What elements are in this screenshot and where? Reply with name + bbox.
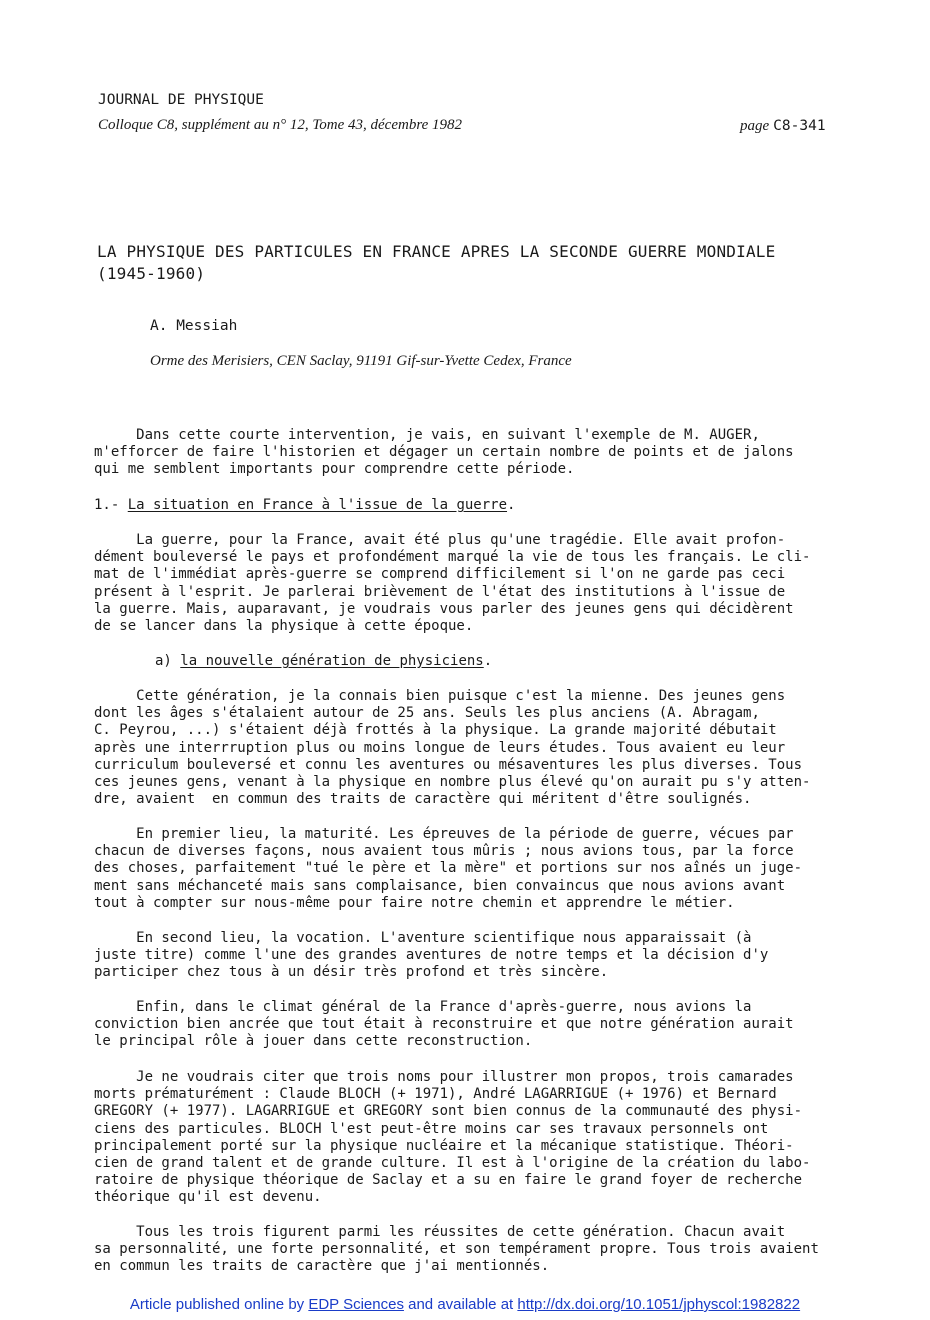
paragraph-5 [94, 999, 854, 1051]
paragraph-6 [94, 1069, 854, 1207]
paragraph-4 [94, 930, 854, 982]
intro-paragraph [94, 427, 854, 479]
publisher-link[interactable]: EDP Sciences [308, 1296, 404, 1313]
text-line: mat de l'immédiat après-guerre se comprend difficilement si l'on ne garde pas ceci [94, 566, 786, 583]
subsection-title: la nouvelle génération de physiciens [180, 653, 484, 669]
article-title-line2: (1945-1960) [97, 264, 206, 283]
text-line: chacun de diverses façons, nous avaient tous mûris ; nous avions tous, par la force [94, 843, 794, 860]
text-line: Dans cette courte intervention, je vais, en suivant l'exemple de M. AUGER, [94, 427, 760, 443]
page-number: C8-341 [773, 118, 826, 134]
text-line: la guerre. Mais, auparavant, je voudrais vous parler des jeunes gens qui décidèrent [94, 600, 794, 617]
text-line: La guerre, pour la France, avait été plus qu'une tragédie. Elle avait profon- [94, 532, 786, 548]
text-line: C. Peyrou, ...) s'étaient déjà frottés à la physique. La grande majorité débutait [94, 722, 777, 739]
author-name: A. Messiah [150, 318, 238, 334]
text-line: curriculum bouleversé et connu les aventures ou mésaventures les plus diverses. Tous [94, 756, 803, 773]
text-line: En premier lieu, la maturité. Les épreuves de la période de guerre, vécues par [94, 826, 794, 842]
page-label [740, 117, 826, 135]
text-line: juste titre) comme l'une des grandes aventures de notre temps et la décision d'y [94, 947, 769, 964]
doi-link[interactable]: http://dx.doi.org/10.1051/jphyscol:1982822 [517, 1296, 801, 1313]
section-punct: . [507, 497, 516, 513]
text-line: GREGORY (+ 1977). LAGARRIGUE et GREGORY sont bien connus de la communauté des physi- [94, 1103, 803, 1120]
paragraph-2 [94, 688, 854, 808]
text-line: présent à l'esprit. Je parlerai brièvement de l'état des institutions à l'issue de [94, 583, 786, 600]
text-line: ratoire de physique théorique de Saclay et a su en faire le grand foyer de recherche [94, 1172, 803, 1189]
author-affiliation: Orme des Merisiers, CEN Saclay, 91191 Gif-sur-Yvette Cedex, France [150, 353, 572, 369]
text-line: principalement porté sur la physique nucléaire et la mécanique statistique. Théori- [94, 1137, 794, 1154]
text-line: le principal rôle à jouer dans cette reconstruction. [94, 1033, 533, 1050]
text-line: dément bouleversé le pays et profondément marqué la vie de tous les français. Le cli- [94, 549, 811, 566]
colloque-line: Colloque C8, supplément au n° 12, Tome 43, décembre 1982 [98, 117, 463, 133]
text-line: théorique qu'il est devenu. [94, 1189, 322, 1206]
paragraph-7 [94, 1224, 854, 1276]
text-line: de se lancer dans la physique à cette époque. [94, 618, 474, 635]
page-prefix: page [740, 118, 770, 134]
subsection-punct: . [483, 653, 493, 669]
text-line: Tous les trois figurent parmi les réussites de cette génération. Chacun avait [94, 1224, 786, 1240]
paragraph-3 [94, 826, 854, 912]
text-line: qui me semblent importants pour comprendre cette période. [94, 461, 575, 478]
text-line: ces jeunes gens, venant à la physique en nombre plus élevé qu'on aurait pu s'y atten- [94, 774, 811, 791]
footer-middle: and available at [403, 1296, 518, 1313]
text-line: Je ne voudrais citer que trois noms pour illustrer mon propos, trois camarades [94, 1069, 794, 1085]
text-line: participer chez tous à un désir très profond et très sincère. [94, 964, 609, 981]
publication-footer [0, 1296, 930, 1313]
text-line: sa personnalité, une forte personnalité, et son tempérament propre. Tous trois avaient [94, 1241, 819, 1258]
text-line: ciens des particules. BLOCH l'est peut-être moins car ses travaux personnels ont [94, 1120, 769, 1137]
text-line: tout à compter sur nous-même pour faire notre chemin et apprendre le métier. [94, 894, 735, 911]
article-title-line1: LA PHYSIQUE DES PARTICULES EN FRANCE APRES LA SECONDE GUERRE MONDIALE [97, 242, 776, 261]
section-number: 1.- [94, 497, 120, 513]
subsection-heading-a [155, 653, 492, 669]
text-line: des choses, parfaitement "tué le père et la mère" et portions sur nos aînés un juge- [94, 860, 803, 877]
text-line: m'efforcer de faire l'historien et dégager un certain nombre de points et de jalons [94, 444, 794, 461]
section-heading-1 [94, 497, 515, 513]
text-line: Enfin, dans le climat général de la France d'après-guerre, nous avions la [94, 999, 752, 1015]
text-line: Cette génération, je la connais bien puisque c'est la mienne. Des jeunes gens [94, 688, 786, 704]
journal-name: JOURNAL DE PHYSIQUE [98, 92, 264, 108]
text-line: En second lieu, la vocation. L'aventure scientifique nous apparaissait (à [94, 930, 752, 946]
text-line: ment sans méchanceté mais sans complaisance, bien convaincus que nous avions avant [94, 877, 786, 894]
text-line: après une interrruption plus ou moins longue de leurs études. Tous avaient eu leur [94, 739, 786, 756]
text-line: dre, avaient en commun des traits de caractère qui méritent d'être soulignés. [94, 791, 752, 808]
text-line: conviction bien ancrée que tout était à reconstruire et que notre génération aurait [94, 1016, 794, 1033]
text-line: cien de grand talent et de grande culture. Il est à l'origine de la création du labo- [94, 1155, 811, 1172]
footer-prefix: Article published online by [129, 1296, 309, 1313]
subsection-label: a) [155, 653, 172, 669]
text-line: morts prématurément : Claude BLOCH (+ 1971), André LAGARRIGUE (+ 1976) et Bernard [94, 1086, 777, 1103]
text-line: dont les âges s'étalaient autour de 25 ans. Seuls les plus anciens (A. Abragam, [94, 705, 760, 722]
section-title: La situation en France à l'issue de la guerre [127, 497, 508, 513]
paragraph-1 [94, 532, 854, 635]
text-line: en commun les traits de caractère que j'ai mentionnés. [94, 1258, 550, 1275]
